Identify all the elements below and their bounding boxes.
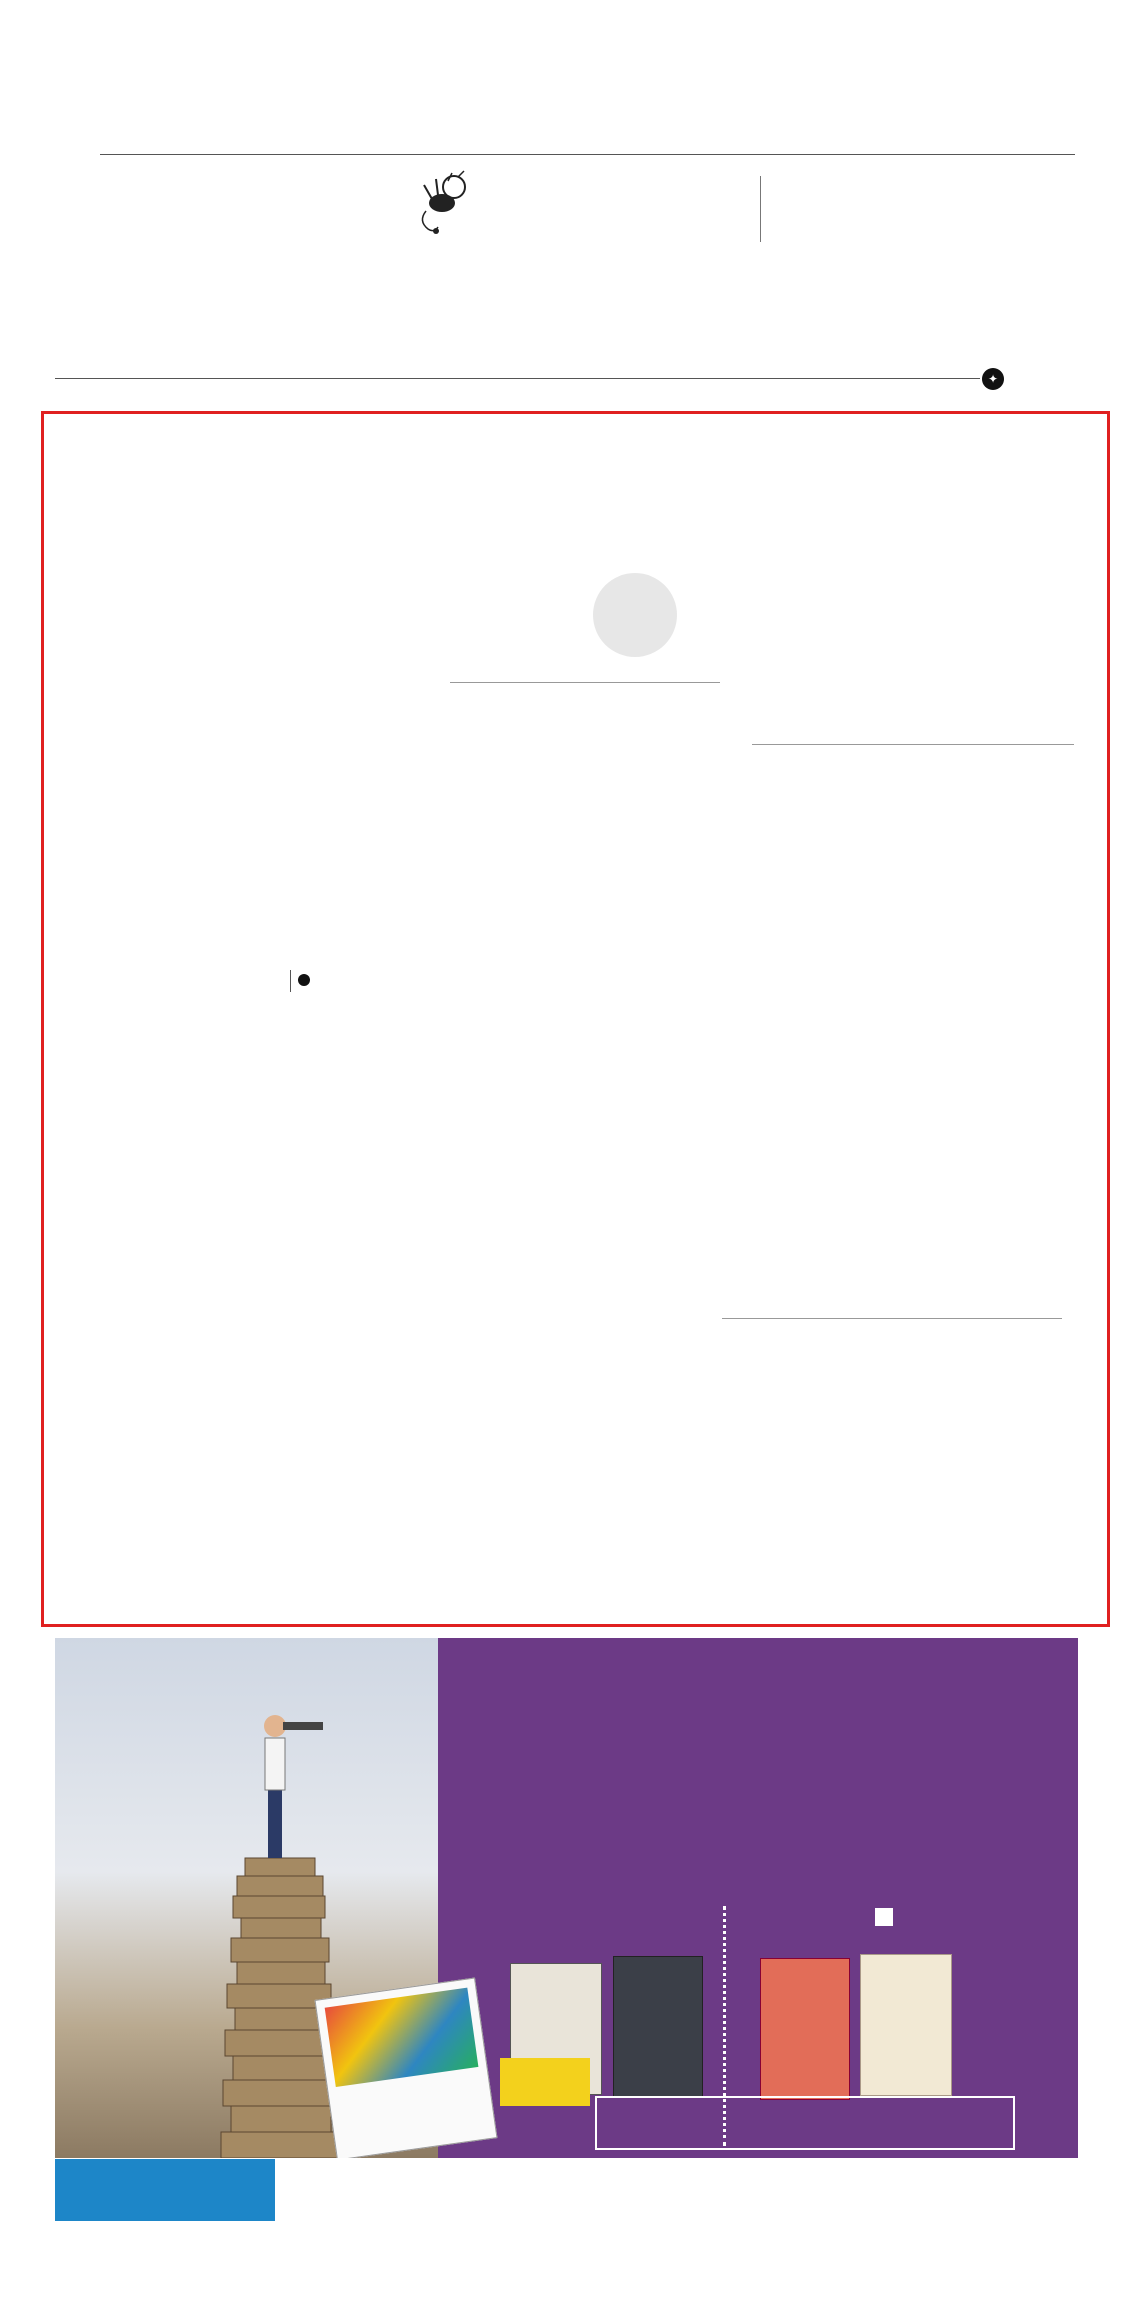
twitter-icon[interactable]: ✦ (982, 368, 1004, 390)
intermedio-logo-icon (875, 1908, 893, 1926)
newspaper-cover-text (325, 1988, 479, 2087)
bestseller-sticker (500, 2058, 590, 2106)
investment-growth-chart (622, 1118, 1062, 1318)
filbo-advertisement[interactable] (55, 1638, 1078, 2228)
total-global-bubble (590, 570, 680, 660)
header-rule (100, 154, 1075, 155)
robot-bee-icon (412, 165, 478, 237)
investment-chart-source (722, 1318, 1062, 1321)
book-toda-la-verdad (613, 1956, 703, 2098)
book-gossain (760, 1958, 850, 2100)
author-twitter-icon[interactable] (298, 974, 310, 986)
renewables-bubble-chart (752, 840, 1052, 990)
book-casa-narino (860, 1954, 952, 2096)
solar-chart-source (752, 744, 1074, 747)
el-tiempo-logo[interactable] (55, 2159, 275, 2221)
event-box (595, 2096, 1015, 2150)
newspaper-illustration (315, 1978, 498, 2161)
solar-growth-chart (752, 500, 1082, 760)
bar-chart-source (450, 682, 720, 685)
day-rule (55, 378, 980, 379)
byline-divider (290, 970, 291, 992)
teaser-divider (760, 176, 761, 242)
